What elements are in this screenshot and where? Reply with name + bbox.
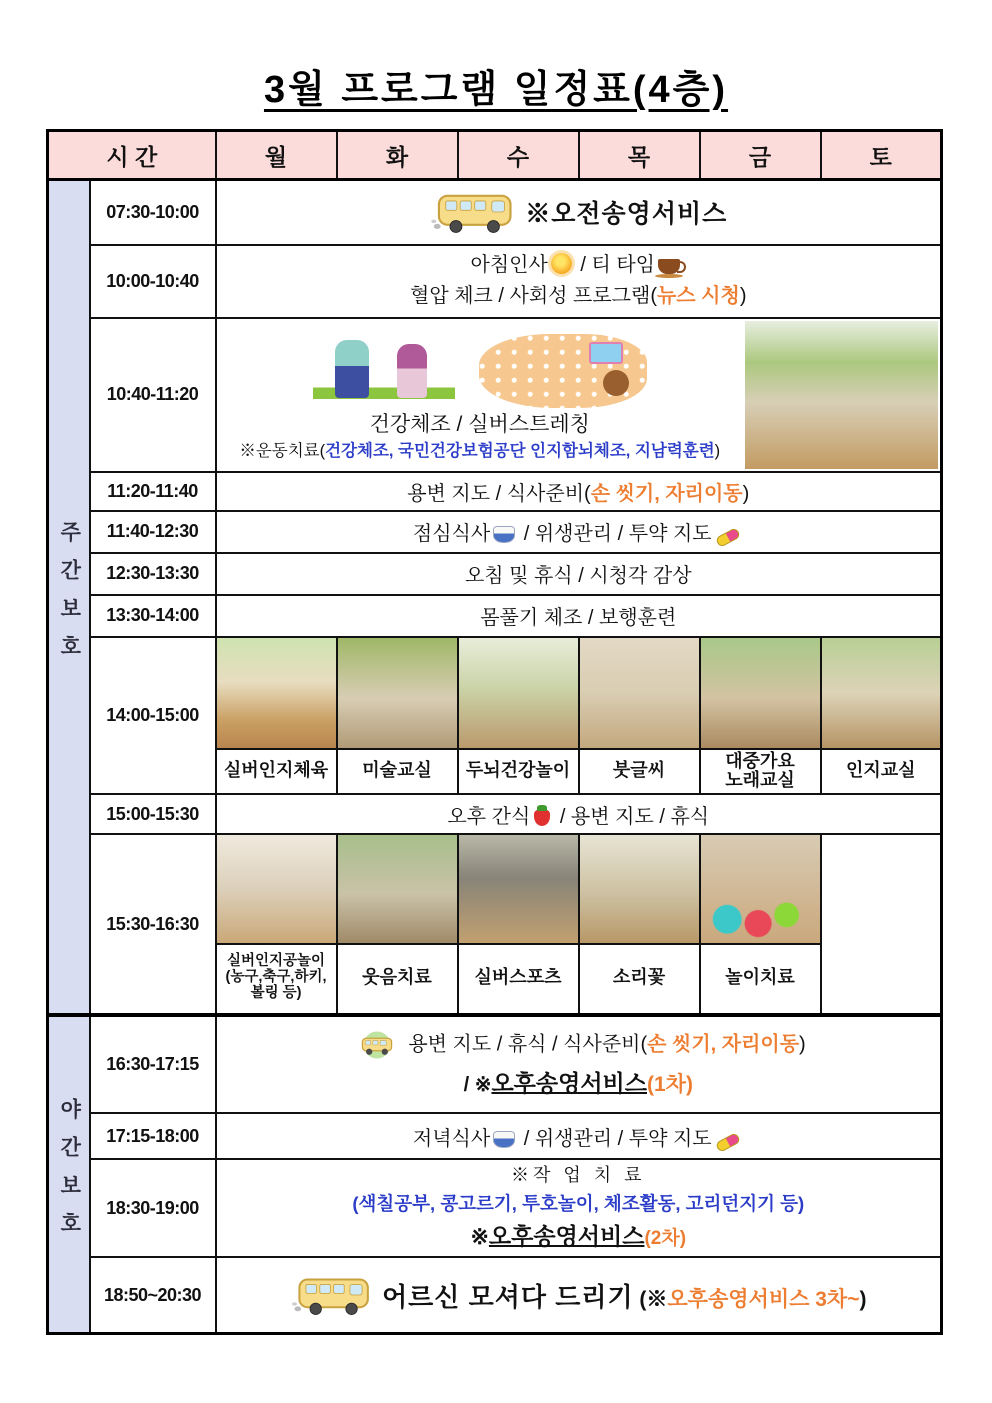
cell-toilet-prep (216, 472, 942, 511)
group-night-care-label: 야간보호 (57, 1098, 81, 1251)
evening-service-name: 오후송영서비스 (491, 1069, 647, 1096)
group-day-care-label: 주간보호 (57, 521, 81, 674)
bp-check-close: ) (739, 285, 747, 307)
caption: 두뇌건강놀이 (465, 759, 571, 780)
lunch-text-2: / 위생관리 / 투약 지도 (518, 523, 712, 545)
dinner-text-2: / 위생관리 / 투약 지도 (518, 1127, 712, 1150)
toilet-prep-text: 용변 지도 / 식사준비( (407, 482, 591, 505)
time-1500: 15:00-15:30 (90, 794, 216, 834)
school-bus-small-icon (351, 1028, 403, 1062)
caption-line-3: 볼링 등) (250, 985, 302, 1002)
walking-seniors-clipart (313, 334, 455, 408)
cognitive-class-photo (822, 638, 941, 750)
cell-work-therapy (216, 1159, 942, 1257)
time-1330: 13:30-14:00 (90, 595, 216, 637)
time-1140: 11:40-12:30 (90, 511, 216, 553)
time-1120: 11:20-11:40 (90, 472, 216, 511)
stretching-child-clipart (479, 334, 647, 408)
time-1000: 10:00-10:40 (90, 245, 216, 318)
program-cell-mon (216, 637, 337, 795)
exercise-main-text: 건강체조 / 실버스트레칭 (369, 413, 590, 437)
school-bus-icon (429, 189, 517, 235)
caption-line-1: 대중가요 (725, 750, 795, 771)
silver-sports-photo (459, 835, 578, 945)
time-0730: 07:30-10:00 (90, 180, 216, 245)
time-1830: 18:30-19:00 (90, 1159, 216, 1257)
row-evening-prep (48, 1015, 942, 1113)
pill-icon (714, 527, 740, 548)
program-cell-wed (458, 637, 579, 795)
warmup-text: 몸풀기 체조 / 보행훈련 (480, 607, 677, 629)
header-time: 시 간 (48, 131, 216, 180)
bp-check-text: 혈압 체크 / 사회성 프로그램( (410, 285, 657, 307)
strawberry-icon (534, 809, 550, 826)
program-cell-tue (337, 637, 458, 795)
dinner-text: 저녁식사 (412, 1127, 491, 1150)
toilet-prep-accent: 손 씻기, 자리이동 (590, 482, 743, 505)
news-watching-accent: 뉴스 시청 (656, 285, 740, 307)
work-therapy-title: ※작 업 치 료 (510, 1165, 646, 1186)
time-1230: 12:30-13:30 (90, 553, 216, 595)
late-program-cell-mon (216, 834, 337, 1015)
night-service2-name: 오후송영서비스 (488, 1222, 645, 1249)
late-program-cell-wed (458, 834, 579, 1015)
toilet-prep-close: ) (742, 482, 750, 505)
tea-time-text: / 티 타임 (574, 254, 655, 276)
table-header-row (48, 131, 942, 180)
page-title: 3월 프로그램 일정표(4층) (263, 69, 729, 111)
caption: 웃음치료 (362, 967, 432, 988)
cell-exercise (216, 318, 942, 472)
row-morning-pickup (48, 180, 942, 245)
nap-text: 오침 및 휴식 / 시청각 감상 (464, 565, 692, 587)
evening-service-round: (1차) (646, 1072, 693, 1096)
row-toilet-prep (48, 472, 942, 511)
caption-line-2: (농구,축구,하키, (225, 969, 327, 986)
night-service2-prefix: ※ (470, 1223, 489, 1249)
art-class-photo (338, 638, 457, 750)
evening-prep-accent: 손 씻기, 자리이동 (647, 1033, 800, 1056)
morning-pickup-label: ※오전송영서비스 (525, 200, 728, 229)
greeting-text: 아침인사 (470, 254, 548, 276)
sun-icon (551, 253, 572, 274)
silver-ball-play-photo (217, 835, 336, 945)
brain-health-play-photo (459, 638, 578, 750)
cell-dinner (216, 1113, 942, 1159)
cell-nap (216, 553, 942, 595)
schedule-table (46, 129, 943, 1335)
caption: 인지교실 (845, 759, 916, 780)
sound-flower-photo (580, 835, 699, 945)
exercise-therapy-prefix: ※운동치료( (239, 441, 326, 460)
header-thu: 목 (579, 131, 700, 180)
row-late-programs (48, 834, 942, 1015)
time-1040: 10:40-11:20 (90, 318, 216, 472)
row-lunch (48, 511, 942, 553)
caption: 미술교실 (362, 759, 432, 780)
lunch-text: 점심식사 (412, 523, 491, 545)
caption: 놀이치료 (725, 967, 795, 988)
play-therapy-photo (701, 835, 820, 945)
cell-snack (216, 794, 942, 834)
exercise-therapy-suffix: ) (714, 441, 721, 460)
caption: 실버인지체육 (223, 759, 329, 780)
late-program-cell-fri (700, 834, 821, 1015)
header-wed: 수 (458, 131, 579, 180)
row-dinner (48, 1113, 942, 1159)
cell-night-dropoff (216, 1257, 942, 1333)
dropoff-service-accent: 오후송영서비스 3차~ (667, 1287, 860, 1311)
exercise-classroom-photo (745, 321, 938, 469)
evening-prep-close: ) (799, 1033, 806, 1056)
calligraphy-photo (580, 638, 699, 750)
late-program-cell-sat-empty (821, 834, 942, 1015)
caption-line-2: 노래교실 (725, 770, 795, 791)
time-1715: 17:15-18:00 (90, 1113, 216, 1159)
time-1630: 16:30-17:15 (90, 1015, 216, 1113)
caption-line-1: 실버인지공놀이 (226, 953, 326, 970)
header-sat: 토 (821, 131, 942, 180)
row-work-therapy (48, 1159, 942, 1257)
caption: 붓글씨 (612, 759, 666, 780)
time-1400: 14:00-15:00 (90, 637, 216, 795)
evening-service-prefix: / ※ (463, 1073, 492, 1096)
time-1530: 15:30-16:30 (90, 834, 216, 1015)
rice-bowl-icon (493, 1131, 515, 1148)
group-night-care (48, 1015, 90, 1333)
cell-morning-greeting (216, 245, 942, 318)
header-mon: 월 (216, 131, 337, 180)
group-day-care (48, 180, 90, 1016)
program-cell-sat (821, 637, 942, 795)
dropoff-main-text: 어르신 모셔다 드리기 (382, 1281, 634, 1312)
dropoff-paren-close: ) (859, 1287, 867, 1311)
silver-cognitive-pe-photo (217, 638, 336, 750)
program-cell-thu (579, 637, 700, 795)
pill-icon (714, 1132, 740, 1153)
laughter-therapy-photo (338, 835, 457, 945)
row-warmup (48, 595, 942, 637)
row-nap (48, 553, 942, 595)
cell-lunch (216, 511, 942, 553)
time-1850: 18:50~20:30 (90, 1257, 216, 1333)
header-tue: 화 (337, 131, 458, 180)
snack-text: 오후 간식 (447, 805, 531, 828)
late-program-cell-thu (579, 834, 700, 1015)
row-snack (48, 794, 942, 834)
work-therapy-detail: (색칠공부, 콩고르기, 투호놀이, 체조활동, 고리던지기 등) (352, 1192, 805, 1214)
cell-evening-prep (216, 1015, 942, 1113)
teacup-icon (658, 259, 680, 274)
caption: 실버스포츠 (474, 967, 562, 988)
cell-morning-pickup (216, 180, 942, 245)
caption: 소리꽃 (612, 967, 666, 988)
school-bus-icon (290, 1273, 374, 1317)
row-exercise (48, 318, 942, 472)
row-morning-greeting (48, 245, 942, 318)
pop-song-class-photo (701, 638, 820, 750)
row-afternoon-programs (48, 637, 942, 795)
row-night-dropoff (48, 1257, 942, 1333)
night-service2-round: (2차) (644, 1227, 687, 1249)
late-program-cell-tue (337, 834, 458, 1015)
rice-bowl-icon (493, 526, 515, 543)
cell-warmup (216, 595, 942, 637)
snack-text-2: / 용변 지도 / 휴식 (554, 805, 710, 828)
dropoff-paren-open: (※ (633, 1287, 668, 1311)
exercise-therapy-detail: 건강체조, 국민건강보험공단 인지함뇌체조, 지남력훈련 (325, 441, 715, 460)
program-cell-fri (700, 637, 821, 795)
evening-prep-text: 용변 지도 / 휴식 / 식사준비( (408, 1033, 648, 1056)
header-fri: 금 (700, 131, 821, 180)
